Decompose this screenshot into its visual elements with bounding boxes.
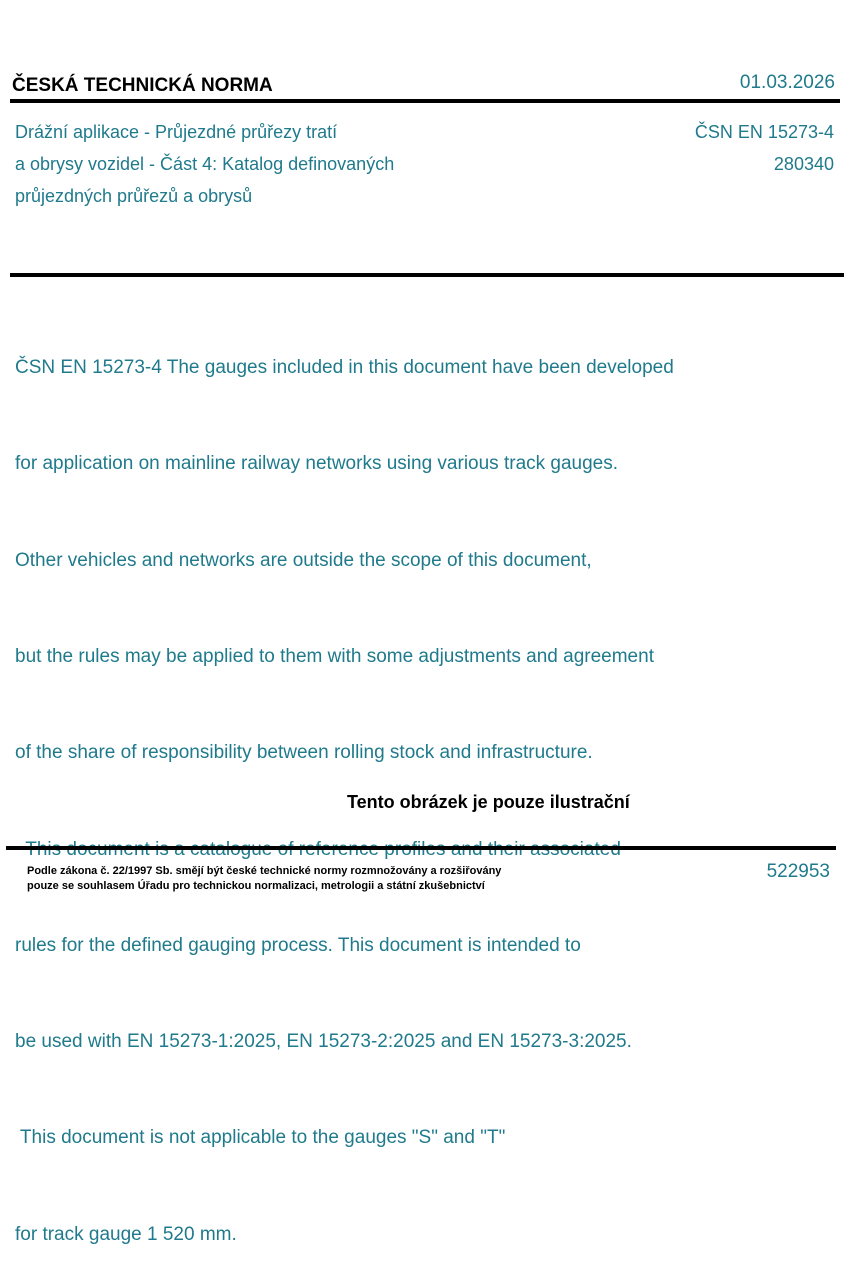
legal-line: Podle zákona č. 22/1997 Sb. smějí být české technické normy rozmnožovány a rozšiřovány [27, 865, 502, 877]
abstract-line: Other vehicles and networks are outside the scope of this document, [15, 549, 592, 571]
abstract-line: This document is not applicable to the gauges "S" and "T" [15, 1127, 506, 1149]
abstract-line: for track gauge 1 520 mm. [15, 1223, 237, 1245]
abstract-line: be used with EN 15273-1:2025, EN 15273-2:2025 and EN 15273-3:2025. [15, 1031, 632, 1053]
title-line: a obrysy vozidel - Část 4: Katalog definovaných [15, 154, 395, 174]
abstract-line: rules for the defined gauging process. This document is intended to [15, 934, 581, 956]
footer-divider [6, 846, 836, 850]
abstract-line: ČSN EN 15273-4 The gauges included in this document have been developed [15, 357, 674, 379]
norm-label: ČESKÁ TECHNICKÁ NORMA [12, 75, 273, 96]
publication-date: 01.03.2026 [739, 72, 835, 93]
abstract-line: of the share of responsibility between rolling stock and infrastructure. [15, 742, 593, 764]
classification-code: 280340 [773, 154, 834, 174]
illustration-note: Tento obrázek je pouze ilustrační [347, 792, 630, 812]
standard-designation: ČSN EN 15273-4 [694, 122, 834, 142]
abstract [15, 288, 674, 1283]
legal-line: pouze se souhlasem Úřadu pro technickou normalizaci, metrologii a státní zkušebnictví [27, 880, 485, 892]
standard-meta [695, 116, 834, 180]
legal-notice [27, 864, 501, 894]
document-number: 522953 [766, 861, 830, 882]
abstract-line: for application on mainline railway networks using various track gauges. [15, 453, 619, 475]
title-line: Drážní aplikace - Průjezdné průřezy tratí [15, 122, 338, 142]
header-divider [10, 99, 840, 103]
title-line: průjezdných průřezů a obrysů [15, 186, 253, 206]
title-divider [10, 273, 844, 277]
abstract-line: but the rules may be applied to them with some adjustments and agreement [15, 646, 654, 668]
standard-title [15, 116, 394, 212]
